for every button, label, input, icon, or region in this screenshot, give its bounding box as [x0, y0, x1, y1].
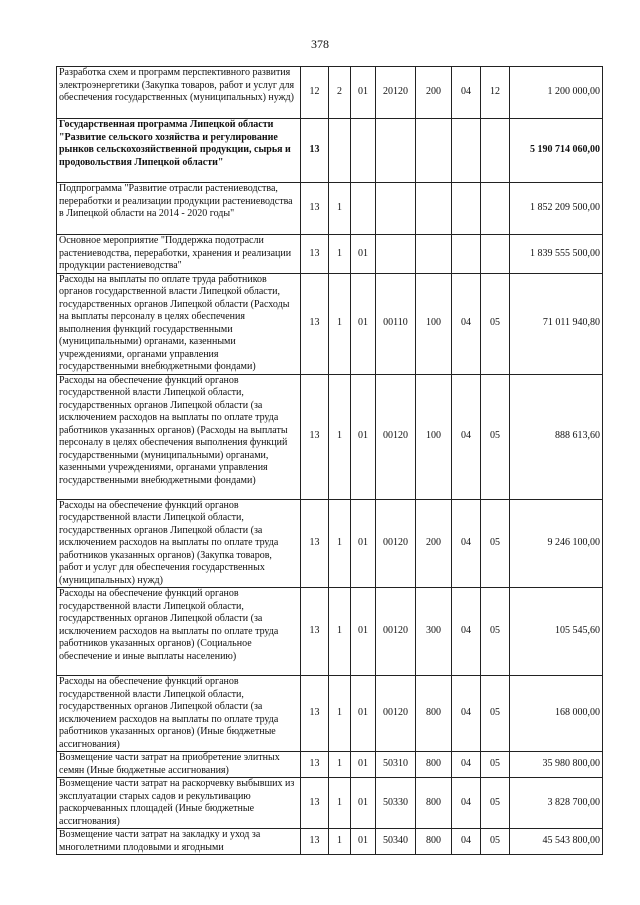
- row-code-c3: 01: [351, 829, 376, 855]
- row-name: Расходы на обеспечение функций органов государственной власти Липецкой области, государственных органов Липецкой области (за исключением расходов на выплаты по оплате труда работников указанных органов) (Социальное обеспечение и иные выплаты населению): [57, 588, 301, 676]
- row-amount: 168 000,00: [510, 676, 603, 752]
- row-amount: 888 613,60: [510, 374, 603, 499]
- row-code-c4: 50330: [376, 778, 416, 829]
- row-code-c1: 13: [301, 752, 329, 778]
- row-code-c7: 05: [481, 829, 510, 855]
- row-code-c4: 20120: [376, 67, 416, 119]
- row-code-c7: [481, 183, 510, 235]
- table-row: [57, 752, 603, 778]
- row-code-c5: 800: [416, 752, 452, 778]
- row-code-c2: 2: [329, 67, 351, 119]
- row-code-c5: 100: [416, 374, 452, 499]
- row-code-c5: 800: [416, 676, 452, 752]
- row-name: Расходы на выплаты по оплате труда работников органов государственной власти Липецкой области, государственных органов Липецкой области (Расходы на выплаты персоналу в целях обеспечения выполнения функций государственными (муниципальными) органами, казенными учреждениями, органами управления государственными внебюджетными фондами): [57, 273, 301, 374]
- row-code-c2: 1: [329, 752, 351, 778]
- row-code-c2: 1: [329, 235, 351, 274]
- row-code-c7: 12: [481, 67, 510, 119]
- row-code-c1: 13: [301, 499, 329, 588]
- row-amount: 5 190 714 060,00: [510, 119, 603, 183]
- row-code-c1: 13: [301, 778, 329, 829]
- row-code-c7: 05: [481, 273, 510, 374]
- table-row: [57, 235, 603, 274]
- row-code-c6: 04: [452, 778, 481, 829]
- row-code-c7: 05: [481, 752, 510, 778]
- row-code-c4: 50310: [376, 752, 416, 778]
- row-code-c3: 01: [351, 499, 376, 588]
- row-code-c1: 13: [301, 676, 329, 752]
- row-code-c3: 01: [351, 588, 376, 676]
- row-code-c3: 01: [351, 676, 376, 752]
- row-name: Разработка схем и программ перспективного развития электроэнергетики (Закупка товаров, работ и услуг для обеспечения государственных (муниципальных) нужд): [57, 67, 301, 119]
- row-code-c1: 13: [301, 829, 329, 855]
- row-code-c2: [329, 119, 351, 183]
- row-code-c2: 1: [329, 588, 351, 676]
- row-code-c7: [481, 235, 510, 274]
- row-code-c6: [452, 119, 481, 183]
- row-code-c4: 00120: [376, 676, 416, 752]
- row-code-c6: 04: [452, 67, 481, 119]
- table-row: [57, 499, 603, 588]
- row-code-c5: 200: [416, 499, 452, 588]
- row-code-c4: [376, 183, 416, 235]
- row-amount: 71 011 940,80: [510, 273, 603, 374]
- row-amount: 105 545,60: [510, 588, 603, 676]
- row-code-c3: 01: [351, 67, 376, 119]
- row-code-c5: 300: [416, 588, 452, 676]
- row-code-c2: 1: [329, 374, 351, 499]
- row-code-c5: 800: [416, 829, 452, 855]
- row-code-c2: 1: [329, 183, 351, 235]
- row-code-c7: 05: [481, 499, 510, 588]
- row-name: Возмещение части затрат на закладку и уход за многолетними плодовыми и ягодными: [57, 829, 301, 855]
- page-number: 378: [311, 37, 329, 51]
- row-amount: 1 200 000,00: [510, 67, 603, 119]
- row-code-c1: 13: [301, 273, 329, 374]
- row-code-c3: 01: [351, 778, 376, 829]
- table-row: [57, 273, 603, 374]
- row-code-c1: 13: [301, 183, 329, 235]
- row-code-c3: 01: [351, 374, 376, 499]
- row-code-c3: [351, 183, 376, 235]
- row-code-c6: 04: [452, 374, 481, 499]
- row-code-c4: [376, 235, 416, 274]
- row-amount: 3 828 700,00: [510, 778, 603, 829]
- row-code-c2: 1: [329, 676, 351, 752]
- row-code-c1: 13: [301, 235, 329, 274]
- row-code-c4: 00120: [376, 374, 416, 499]
- row-code-c5: [416, 119, 452, 183]
- budget-table: [56, 66, 603, 855]
- table-row: [57, 778, 603, 829]
- row-code-c3: [351, 119, 376, 183]
- row-code-c1: 13: [301, 588, 329, 676]
- row-code-c5: 100: [416, 273, 452, 374]
- row-amount: 45 543 800,00: [510, 829, 603, 855]
- table-row: [57, 588, 603, 676]
- row-name: Возмещение части затрат на раскорчевку выбывших из эксплуатации старых садов и рекультивацию раскорчеванных площадей (Иные бюджетные ассигнования): [57, 778, 301, 829]
- row-code-c7: 05: [481, 778, 510, 829]
- row-code-c1: 12: [301, 67, 329, 119]
- row-code-c1: 13: [301, 374, 329, 499]
- row-name: Подпрограмма "Развитие отрасли растениеводства, переработки и реализации продукции растениеводства в Липецкой области на 2014 - 2020 годы": [57, 183, 301, 235]
- table-row: [57, 676, 603, 752]
- row-name: Возмещение части затрат на приобретение элитных семян (Иные бюджетные ассигнования): [57, 752, 301, 778]
- row-amount: 35 980 800,00: [510, 752, 603, 778]
- row-code-c7: 05: [481, 588, 510, 676]
- row-code-c6: [452, 235, 481, 274]
- row-code-c2: 1: [329, 829, 351, 855]
- row-code-c4: 00120: [376, 588, 416, 676]
- row-code-c1: 13: [301, 119, 329, 183]
- table-row: [57, 374, 603, 499]
- row-code-c2: 1: [329, 499, 351, 588]
- row-code-c5: 200: [416, 67, 452, 119]
- table-row: [57, 183, 603, 235]
- row-amount: 1 839 555 500,00: [510, 235, 603, 274]
- row-name: Расходы на обеспечение функций органов государственной власти Липецкой области, государственных органов Липецкой области (за исключением расходов на выплаты по оплате труда работников указанных органов) (Расходы на выплаты персоналу в целях обеспечения выполнения функций государственными (муниципальными) органами, казенными учреждениями, органами управления государственными внебюджетными фондами): [57, 374, 301, 499]
- row-name: Расходы на обеспечение функций органов государственной власти Липецкой области, государственных органов Липецкой области (за исключением расходов на выплаты по оплате труда работников указанных органов) (Закупка товаров, работ и услуг для обеспечения государственных (муниципальных) нужд): [57, 499, 301, 588]
- row-code-c3: 01: [351, 235, 376, 274]
- row-code-c2: 1: [329, 273, 351, 374]
- row-name: Расходы на обеспечение функций органов государственной власти Липецкой области, государственных органов Липецкой области (за исключением расходов на выплаты по оплате труда работников указанных органов) (Иные бюджетные ассигнования): [57, 676, 301, 752]
- row-code-c4: 00110: [376, 273, 416, 374]
- row-name: Государственная программа Липецкой области "Развитие сельского хозяйства и регулирование рынков сельскохозяйственной продукции, сырья и продовольствия Липецкой области": [57, 119, 301, 183]
- row-code-c6: 04: [452, 588, 481, 676]
- row-code-c5: [416, 235, 452, 274]
- row-code-c6: [452, 183, 481, 235]
- table-row: [57, 119, 603, 183]
- row-code-c6: 04: [452, 499, 481, 588]
- row-amount: 1 852 209 500,00: [510, 183, 603, 235]
- row-code-c6: 04: [452, 676, 481, 752]
- table-row: [57, 67, 603, 119]
- row-code-c7: [481, 119, 510, 183]
- row-code-c2: 1: [329, 778, 351, 829]
- row-code-c5: [416, 183, 452, 235]
- row-code-c5: 800: [416, 778, 452, 829]
- row-code-c4: [376, 119, 416, 183]
- row-code-c4: 00120: [376, 499, 416, 588]
- row-code-c6: 04: [452, 752, 481, 778]
- row-amount: 9 246 100,00: [510, 499, 603, 588]
- row-code-c6: 04: [452, 829, 481, 855]
- row-code-c3: 01: [351, 273, 376, 374]
- row-code-c7: 05: [481, 374, 510, 499]
- row-code-c6: 04: [452, 273, 481, 374]
- row-name: Основное мероприятие "Поддержка подотрасли растениеводства, переработки, хранения и реализации продукции растениеводства": [57, 235, 301, 274]
- row-code-c7: 05: [481, 676, 510, 752]
- table-row: [57, 829, 603, 855]
- row-code-c3: 01: [351, 752, 376, 778]
- row-code-c4: 50340: [376, 829, 416, 855]
